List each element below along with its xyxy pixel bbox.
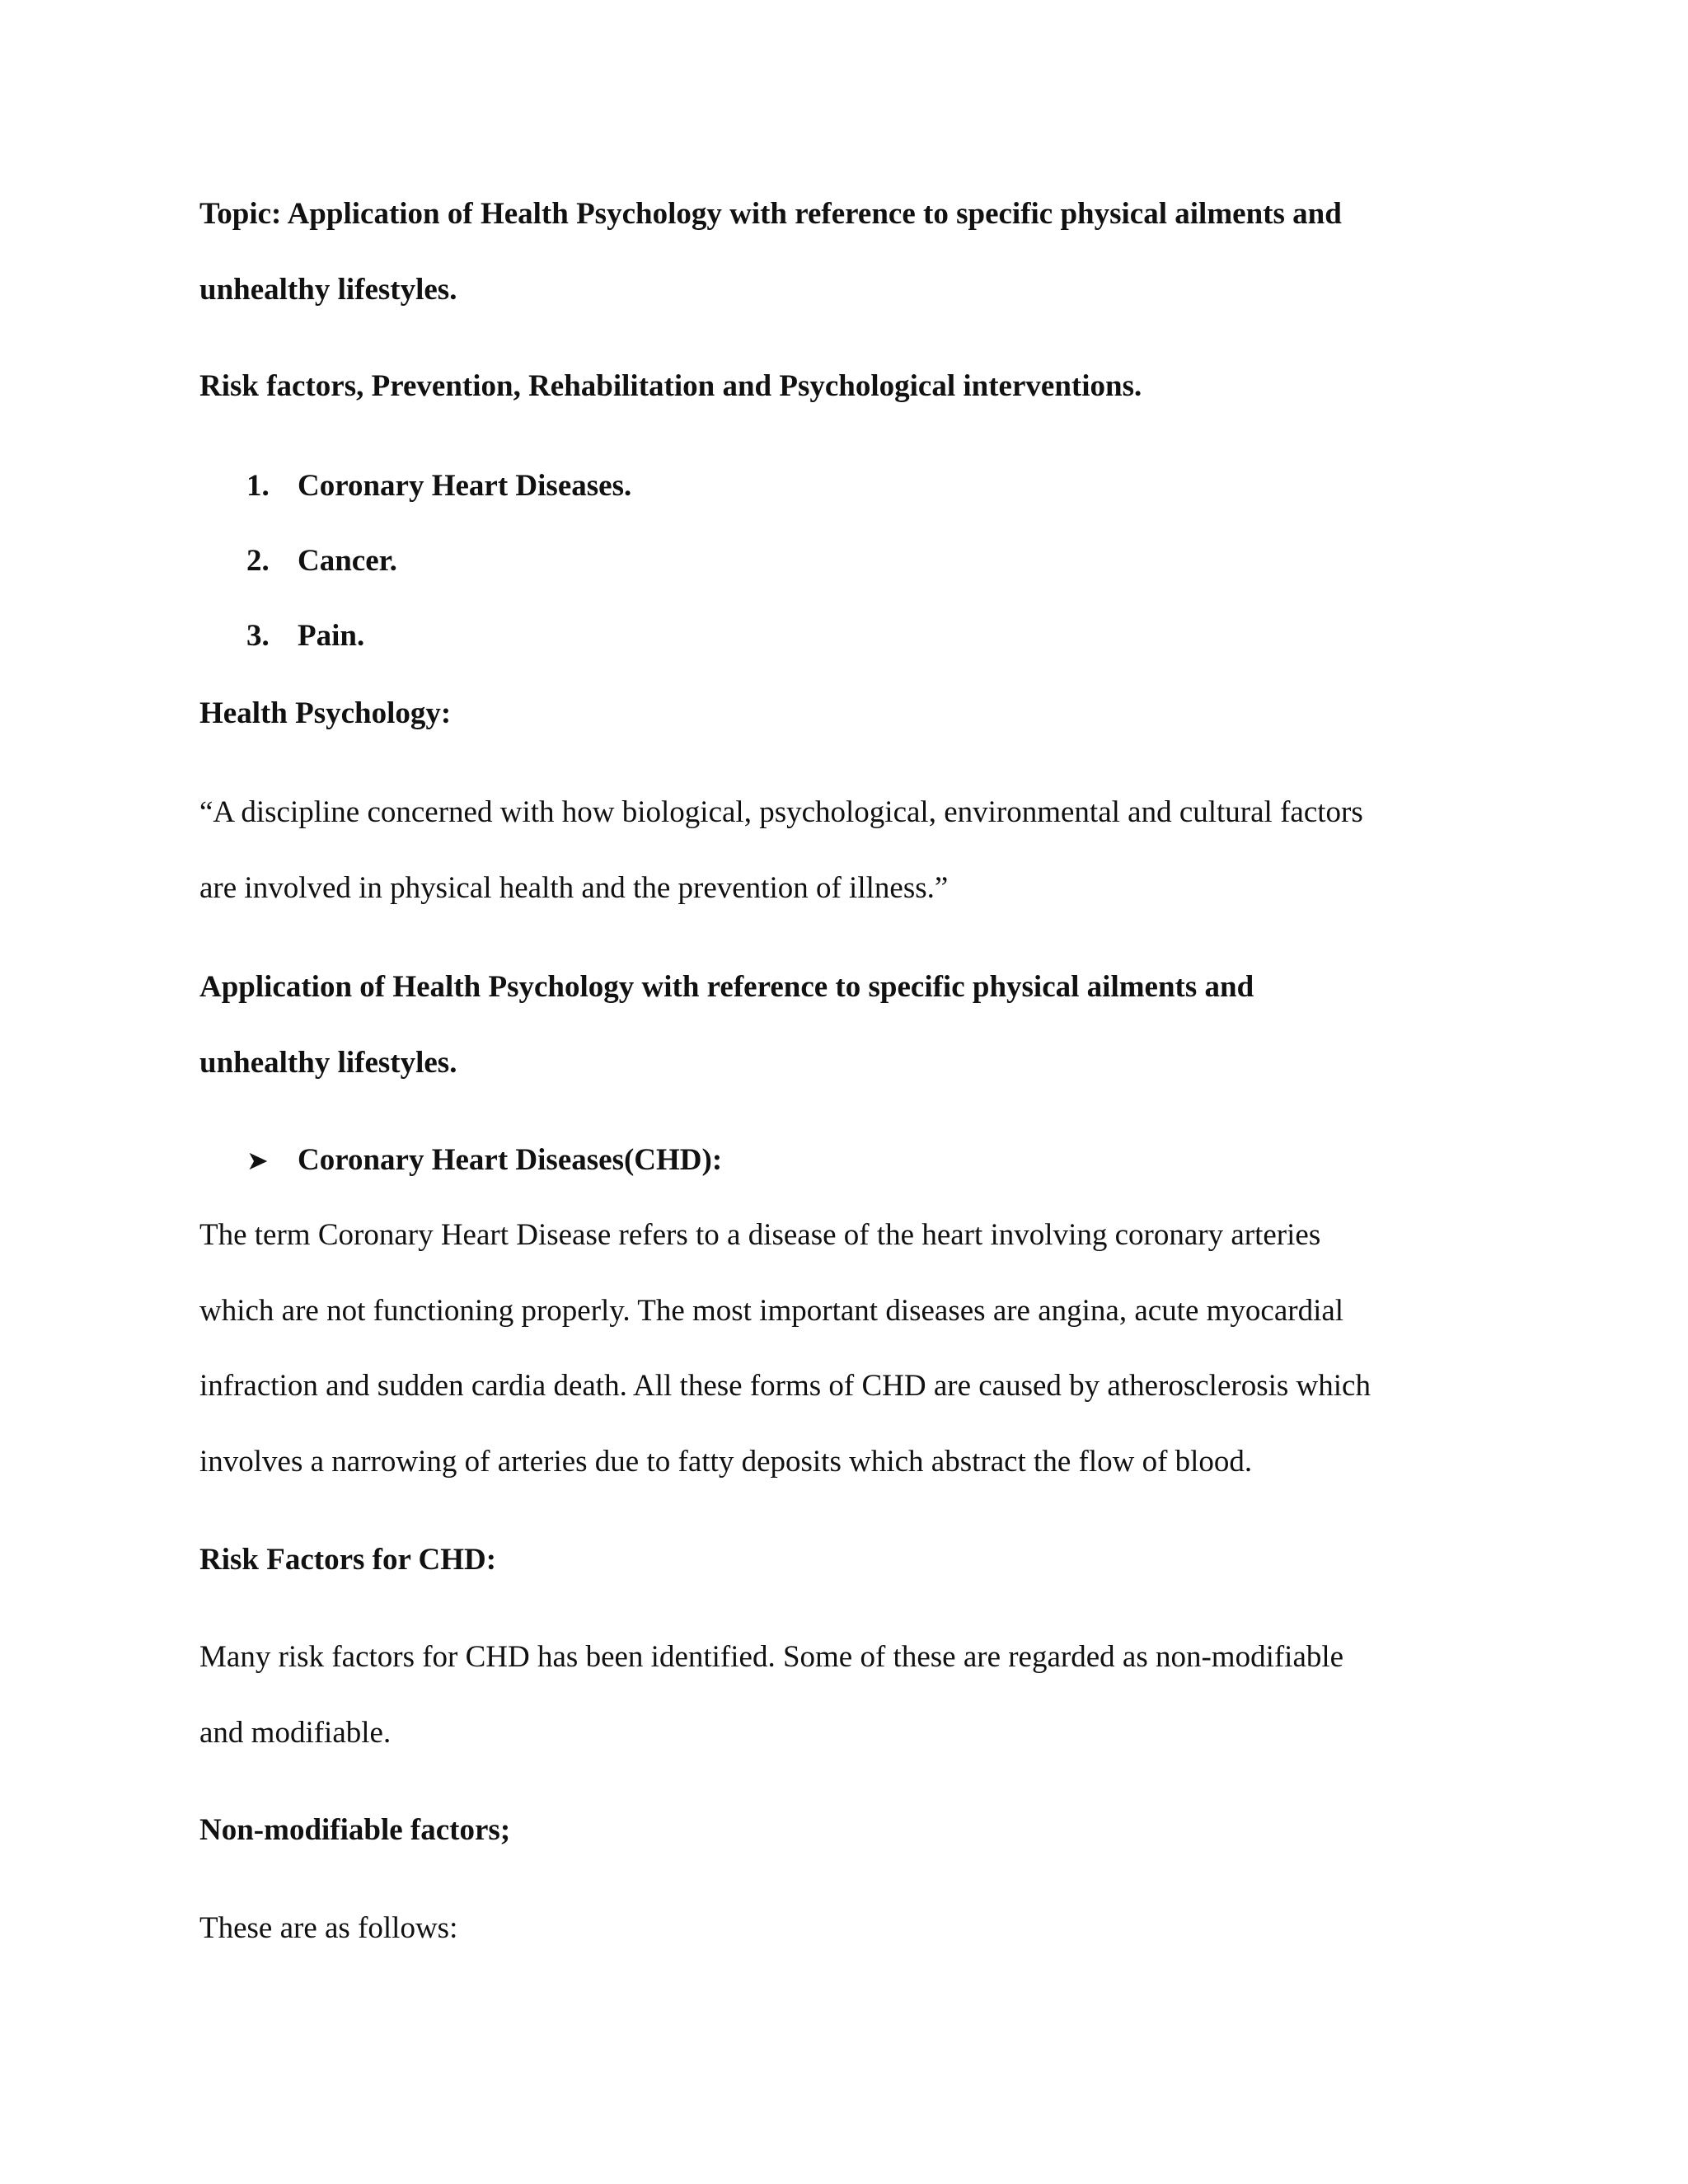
arrow-bullet-icon: ➤ (246, 1145, 269, 1176)
list-item (246, 617, 364, 655)
non-modifiable-line-1: These are as follows: (199, 1911, 458, 1945)
risk-line-2: and modifiable. (199, 1716, 392, 1750)
health-psychology-heading: Health Psychology: (199, 696, 452, 730)
chd-para-line-1: The term Coronary Heart Disease refers to a disease of the heart involving coronary arteries (199, 1218, 1321, 1252)
chd-para-line-2: which are not functioning properly. The most important diseases are angina, acute myocardial (199, 1294, 1344, 1328)
subtopic: Risk factors, Prevention, Rehabilitation and Psychological interventions. (199, 369, 1142, 403)
list-label: Coronary Heart Diseases. (298, 469, 632, 503)
chd-para-line-3: infraction and sudden cardia death. All these forms of CHD are caused by atherosclerosis which (199, 1369, 1371, 1403)
topic-line-2: unhealthy lifestyles. (199, 273, 457, 307)
chd-para-line-4: involves a narrowing of arteries due to fatty deposits which abstract the flow of blood. (199, 1445, 1253, 1479)
application-line-2: unhealthy lifestyles. (199, 1046, 457, 1080)
topic-line-1: Topic: Application of Health Psychology with reference to specific physical ailments and (199, 197, 1342, 231)
list-item (246, 467, 631, 505)
definition-line-1: “A discipline concerned with how biological, psychological, environmental and cultural factors (199, 795, 1363, 829)
non-modifiable-heading: Non-modifiable factors; (199, 1813, 511, 1847)
risk-line-1: Many risk factors for CHD has been identified. Some of these are regarded as non-modifiable (199, 1640, 1344, 1674)
list-label: Cancer. (298, 544, 397, 578)
definition-line-2: are involved in physical health and the prevention of illness.” (199, 871, 949, 905)
list-number: 1. (246, 469, 270, 503)
application-line-1: Application of Health Psychology with reference to specific physical ailments and (199, 970, 1254, 1004)
list-number: 2. (246, 544, 270, 578)
chd-bullet (246, 1141, 722, 1179)
chd-bullet-label: Coronary Heart Diseases(CHD): (298, 1143, 723, 1177)
list-label: Pain. (298, 619, 365, 653)
list-item (246, 542, 397, 580)
list-number: 3. (246, 619, 270, 653)
risk-factors-heading: Risk Factors for CHD: (199, 1543, 497, 1577)
